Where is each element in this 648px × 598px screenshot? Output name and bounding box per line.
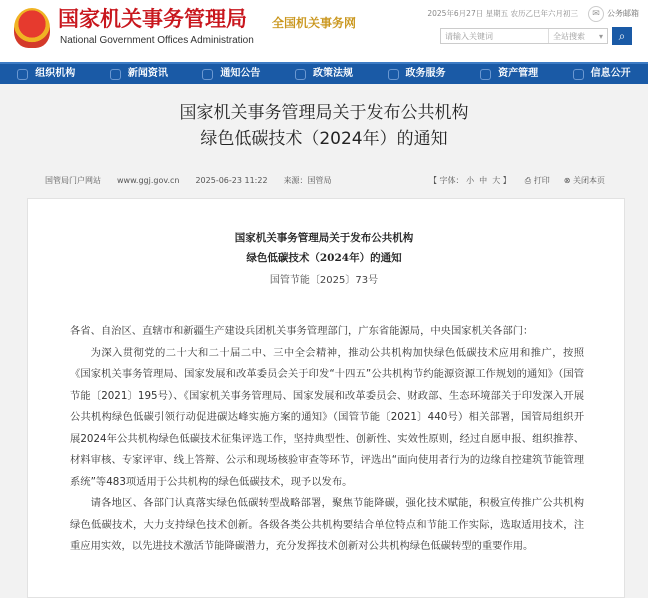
font-small-button[interactable]: 小 <box>466 176 475 185</box>
page-title <box>0 100 648 152</box>
nav-item-label: 资产管理 <box>498 68 539 79</box>
nav-item-label: 政务服务 <box>405 68 446 79</box>
site-header <box>0 0 648 62</box>
meta-time: 2025-06-23 11:22 <box>195 176 268 185</box>
font-large-button[interactable]: 大 <box>492 176 501 185</box>
mail-label: 公务邮箱 <box>607 9 639 18</box>
nav-item-label: 通知公告 <box>220 68 261 79</box>
news-icon <box>110 69 121 80</box>
logo-subtitle: National Government Offices Administration <box>60 35 254 46</box>
nav-item[interactable] <box>17 68 75 80</box>
nav-item[interactable] <box>480 68 538 80</box>
article-meta <box>45 176 605 186</box>
logo-title[interactable]: 国家机关事务管理局 <box>58 6 247 31</box>
document-number: 国管节能〔2025〕73号 <box>269 275 379 286</box>
nav-item[interactable] <box>295 68 353 80</box>
search-bar <box>440 28 608 44</box>
font-end: 】 <box>502 176 511 185</box>
sub-site-link[interactable]: 全国机关事务网 <box>272 16 357 30</box>
doc-icon <box>295 69 306 80</box>
national-emblem-icon <box>14 8 50 48</box>
bell-icon <box>202 69 213 80</box>
heart-icon <box>388 69 399 80</box>
nav-item-label: 信息公开 <box>590 68 631 79</box>
nav-item[interactable] <box>388 68 446 80</box>
nav-item-label: 政策法规 <box>312 68 353 79</box>
paragraph: 为深入贯彻党的二十大和二十届二中、三中全会精神，推动公共机构加快绿色低碳技术应用和推广，按照《国家机关事务管理局、国家发展和改革委员会关于印发“十四五”公共机构节约能源资源工作规划的通知》（国管节能〔2021〕195号）、《国家机关事务管理局、国家发展和改革委员会、财政部、生态环境部关于印发深入开展公共机构绿色低碳引领行动促进碳达峰实施方案的通知》（国管节能〔2021〕440号）相关部署，国管局组织开展2024年公共机构绿色低碳技术征集评选工作，坚持典型性、创新性、实效性原则，经过自愿申报、组织推荐、材料审核、专家评审、线上答辩、公示和现场核验审查等环节，评选出“面向使用者行为的边缘自控建筑节能管理系统”等483项适用于公共机构的绿色低碳技术，现予以发布。 <box>70 346 584 488</box>
meta-site: 国管局门户网站 <box>45 176 101 185</box>
meta-url: www.ggj.gov.cn <box>117 176 180 185</box>
search-icon: ⌕ <box>618 29 626 43</box>
font-label: 【 字体： <box>428 176 464 185</box>
nav-item[interactable] <box>110 68 168 80</box>
printer-icon: ⎙ <box>524 176 532 185</box>
search-button[interactable] <box>612 27 632 45</box>
search-scope-select[interactable] <box>549 29 607 43</box>
nav-item-label: 组织机构 <box>35 68 76 79</box>
info-icon <box>573 69 584 80</box>
article-body <box>70 321 584 558</box>
nav-item-label: 新闻资讯 <box>127 68 168 79</box>
date-text: 2025年6月27日 星期五 农历乙巳年六月初三 <box>427 9 578 18</box>
close-page-button[interactable] <box>564 176 605 186</box>
doc-title-line-1: 国家机关事务管理局关于发布公共机构 <box>234 232 414 244</box>
nav-item[interactable] <box>202 68 260 80</box>
print-label: 打印 <box>533 176 550 185</box>
meta-source: 来源：国管局 <box>283 176 332 185</box>
people-icon <box>17 69 28 80</box>
search-input[interactable]: 请输入关键词 <box>441 29 549 43</box>
title-line-1: 国家机关事务管理局关于发布公共机构 <box>179 103 469 123</box>
main-nav <box>0 62 648 84</box>
title-line-2: 绿色低碳技术（2024年）的通知 <box>200 129 448 149</box>
search-scope-label: 全站搜索 <box>553 32 585 41</box>
document-title <box>0 228 648 268</box>
paragraph: 请各地区、各部门认真落实绿色低碳转型战略部署，聚焦节能降碳，强化技术赋能，积极宣传推广公共机构绿色低碳技术，大力支持绿色技术创新。各级各类公共机构要结合单位特点和节能工作实际，选取适用技术，注重应用实效，以先进技术激活节能降碳潜力，充分发挥技术创新对公共机构绿色低碳转型的重要作用。 <box>70 497 584 552</box>
print-button[interactable] <box>525 176 550 186</box>
mail-icon: ✉ <box>588 6 604 22</box>
close-label: 关闭本页 <box>573 176 605 185</box>
grid-icon <box>480 69 491 80</box>
nav-item[interactable] <box>573 68 631 80</box>
font-size-control <box>429 176 511 186</box>
chevron-down-icon: ▾ <box>598 32 603 41</box>
doc-title-line-2: 绿色低碳技术（2024年）的通知 <box>246 252 402 264</box>
close-icon: ⊗ <box>563 176 571 185</box>
mail-link[interactable] <box>588 6 639 22</box>
font-medium-button[interactable]: 中 <box>479 176 488 185</box>
salutation: 各省、自治区、直辖市和新疆生产建设兵团机关事务管理部门，广东省能源局，中央国家机关各部门： <box>70 325 534 337</box>
